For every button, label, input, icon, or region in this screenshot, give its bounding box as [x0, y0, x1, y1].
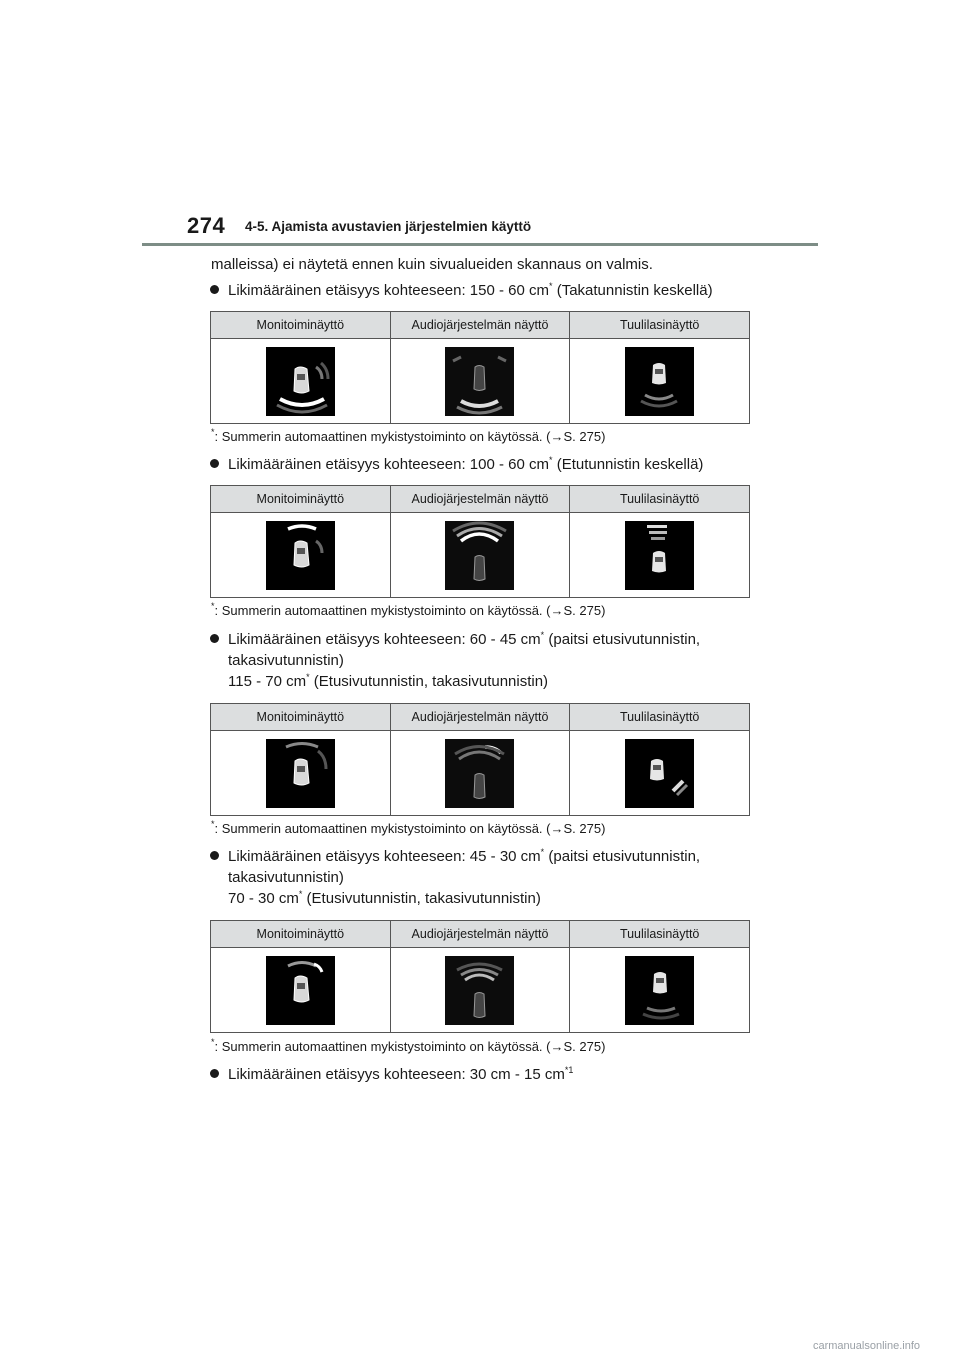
column-header-hud: Tuulilasinäyttö — [570, 312, 750, 339]
column-header-audio-display: Audiojärjestelmän näyttö — [390, 921, 570, 948]
column-header-multi-display: Monitoiminäyttö — [211, 704, 391, 731]
column-header-multi-display: Monitoiminäyttö — [211, 486, 391, 513]
display-table-3 — [210, 703, 750, 816]
column-header-audio-display: Audiojärjestelmän näyttö — [390, 486, 570, 513]
hud-image — [625, 956, 694, 1025]
page-number: 274 — [187, 213, 226, 238]
column-header-hud: Tuulilasinäyttö — [570, 921, 750, 948]
audio-display-image — [445, 956, 514, 1025]
bullet-distance-2: Likimääräinen etäisyys kohteeseen: 100 - 60 cm* (Etutunnistin keskellä) — [210, 454, 703, 475]
multi-display-image — [266, 347, 335, 416]
bullet-distance-4: Likimääräinen etäisyys kohteeseen: 45 - 30 cm* (paitsi etusivutunnistin, takasivutunnistin) 70 - 30 cm* (Etusivutunnistin, takasivutunnistin) — [210, 846, 700, 909]
column-header-multi-display: Monitoiminäyttö — [211, 312, 391, 339]
bullet-dot — [210, 285, 219, 294]
column-header-multi-display: Monitoiminäyttö — [211, 921, 391, 948]
bullet-dot — [210, 851, 219, 860]
hud-image — [625, 739, 694, 808]
audio-display-image — [445, 739, 514, 808]
footnote-3: *: Summerin automaattinen mykistystoiminto on käytössä. (→S. 275) — [211, 819, 606, 836]
bullet-dot — [210, 1069, 219, 1078]
audio-display-image — [445, 521, 514, 590]
intro-text: malleissa) ei näytetä ennen kuin sivualueiden skannaus on valmis. — [211, 256, 653, 273]
bullet-distance-1: Likimääräinen etäisyys kohteeseen: 150 - 60 cm* (Takatunnistin keskellä) — [210, 280, 713, 301]
column-header-hud: Tuulilasinäyttö — [570, 704, 750, 731]
column-header-hud: Tuulilasinäyttö — [570, 486, 750, 513]
multi-display-image — [266, 956, 335, 1025]
audio-display-image — [445, 347, 514, 416]
display-table-1 — [210, 311, 750, 424]
footnote-4: *: Summerin automaattinen mykistystoiminto on käytössä. (→S. 275) — [211, 1037, 606, 1054]
footnote-2: *: Summerin automaattinen mykistystoiminto on käytössä. (→S. 275) — [211, 601, 606, 618]
column-header-audio-display: Audiojärjestelmän näyttö — [390, 704, 570, 731]
watermark: carmanualsonline.info — [812, 1340, 920, 1352]
column-header-audio-display: Audiojärjestelmän näyttö — [390, 312, 570, 339]
display-table-2 — [210, 485, 750, 598]
hud-image — [625, 521, 694, 590]
bullet-dot — [210, 634, 219, 643]
hud-image — [625, 347, 694, 416]
section-title: 4-5. Ajamista avustavien järjestelmien käyttö — [245, 219, 532, 234]
bullet-dot — [210, 459, 219, 468]
header-divider — [142, 243, 818, 246]
multi-display-image — [266, 521, 335, 590]
bullet-distance-5: Likimääräinen etäisyys kohteeseen: 30 cm - 15 $cm^{*1}$ — [210, 1064, 573, 1085]
multi-display-image — [266, 739, 335, 808]
bullet-distance-3: Likimääräinen etäisyys kohteeseen: 60 - 45 cm* (paitsi etusivutunnistin, takasivutunnistin) 115 - 70 cm* (Etusivutunnistin, takasivutunnistin) — [210, 629, 700, 692]
footnote-1: *: Summerin automaattinen mykistystoiminto on käytössä. (→S. 275) — [211, 427, 606, 444]
display-table-4 — [210, 920, 750, 1033]
